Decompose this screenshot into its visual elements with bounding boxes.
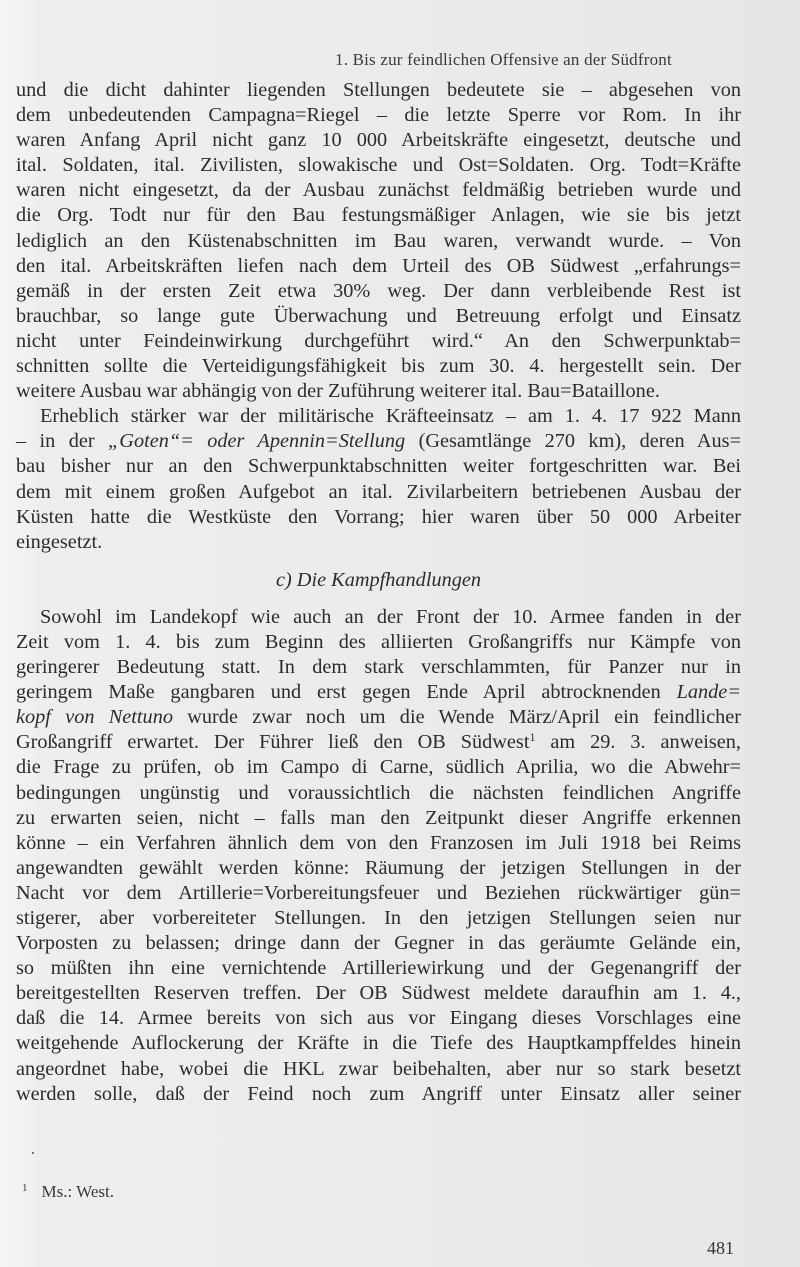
text-line: die Org. Todt nur für den Bau festungsmäßiger Anlagen, wie sie bis jetzt <box>16 204 741 227</box>
text-line-mixed <box>16 730 741 755</box>
text-line: Vorposten zu belassen; dringe dann der Gegner in das geräumte Gelände ein, <box>16 932 741 955</box>
emphasized-term: „Goten“= oder Apennin=Stellung <box>108 430 406 453</box>
paragraph-2 <box>16 404 741 555</box>
text-line: so müßten ihn eine vernichtende Artilleriewirkung und der Gegenangriff der <box>16 957 741 980</box>
text-line: dem mit einem großen Aufgebot an ital. Zivilarbeitern betriebenen Ausbau der <box>16 480 741 503</box>
text-line: angewandten gewählt werden könne: Räumung der jetzigen Stellungen in der <box>16 856 741 879</box>
running-head: 1. Bis zur feindlichen Offensive an der Südfront <box>335 50 672 69</box>
footnote-separator <box>32 1152 34 1154</box>
text-line: bau bisher nur an den Schwerpunktabschnitten weiter fortgeschritten war. Bei <box>16 455 741 478</box>
text-line: Nacht vor dem Artillerie=Vorbereitungsfeuer und Beziehen rückwärtiger gün= <box>16 881 741 904</box>
paragraph-1 <box>16 78 741 404</box>
text-line: bereitgestellten Reserven treffen. Der OB Südwest meldete daraufhin am 1. 4., <box>16 982 741 1005</box>
text-line: geringerer Bedeutung statt. In dem stark verschlammten, für Panzer nur in <box>16 656 741 679</box>
text-line-mixed <box>16 705 741 730</box>
text-line: gemäß in der ersten Zeit etwa 30% weg. Der dann verbleibende Rest ist <box>16 279 741 302</box>
emphasized-term: Lande= <box>676 681 741 704</box>
text-line: bedingungen ungünstig und voraussichtlich die nächsten feindlichen Angriffe <box>16 781 741 804</box>
footnote-text: Ms.: West. <box>41 1182 114 1201</box>
text-run: Großangriff erwartet. Der Führer ließ den OB Südwest <box>16 731 530 754</box>
text-line: Küsten hatte die Westküste den Vorrang; hier waren über 50 000 Arbeiter <box>16 505 741 528</box>
body-text <box>16 78 741 1107</box>
text-line: waren nicht eingesetzt, da der Ausbau zunächst feldmäßig betrieben wurde und <box>16 179 741 202</box>
page-number: 481 <box>707 1238 734 1258</box>
text-line: lediglich an den Küstenabschnitten im Bau waren, verwandt wurde. – Von <box>16 229 741 252</box>
text-line: Zeit vom 1. 4. bis zum Beginn des alliierten Großangriffs nur Kämpfe von <box>16 630 741 653</box>
text-run: (Gesamtlänge 270 km), deren Aus= <box>405 430 742 453</box>
text-line: und die dicht dahinter liegenden Stellungen bedeutete sie – abgesehen von <box>16 79 741 101</box>
text-run: geringem Maße gangbaren und erst gegen Ende April abtrocknenden <box>16 681 677 704</box>
footnote-mark: 1 <box>22 1182 28 1194</box>
footnote-reference[interactable]: 1 <box>529 730 536 745</box>
text-line: den ital. Arbeitskräften liefen nach dem Urteil des OB Südwest „erfahrungs= <box>16 254 741 277</box>
text-run: wurde zwar noch um die Wende März/April ein feindlicher <box>172 706 741 729</box>
footnote <box>22 1182 114 1202</box>
paragraph-3 <box>16 605 741 1107</box>
text-line: nicht unter Feindeinwirkung durchgeführt wird.“ An den Schwerpunktab= <box>16 329 741 352</box>
text-line: eingesetzt. <box>16 530 103 553</box>
emphasized-term: kopf von Nettuno <box>16 706 173 729</box>
text-line: könne – ein Verfahren ähnlich dem von den Franzosen im Juli 1918 bei Reims <box>16 831 741 854</box>
text-line: werden solle, daß der Feind noch zum Angriff unter Einsatz aller seiner <box>16 1082 741 1105</box>
text-line: Sowohl im Landekopf wie auch an der Front der 10. Armee fanden in der <box>40 605 741 628</box>
text-line: weitere Ausbau war abhängig von der Zuführung weiterer ital. Bau=Bataillone. <box>16 380 660 403</box>
text-run: am 29. 3. anweisen, <box>535 731 741 754</box>
text-line: Erheblich stärker war der militärische Kräfteeinsatz – am 1. 4. 17 922 Mann <box>40 405 741 428</box>
section-heading: c) Die Kampfhandlungen <box>275 568 482 591</box>
text-line: angeordnet habe, wobei die HKL zwar beibehalten, aber nur so stark besetzt <box>16 1057 741 1080</box>
text-line: dem unbedeutenden Campagna=Riegel – die letzte Sperre vor Rom. In ihr <box>16 104 741 127</box>
text-line: die Frage zu prüfen, ob im Campo di Carne, südlich Aprilia, wo die Abwehr= <box>16 756 741 779</box>
text-line: daß die 14. Armee bereits von sich aus vor Eingang dieses Vorschlages eine <box>16 1007 741 1030</box>
text-line: waren Anfang April nicht ganz 10 000 Arbeitskräfte eingesetzt, deutsche und <box>16 129 741 152</box>
text-line: zu erwarten seien, nicht – falls man den Zeitpunkt dieser Angriffe erkennen <box>16 806 741 829</box>
text-run: – in der <box>16 430 109 453</box>
text-line-mixed <box>16 680 741 705</box>
text-line: schnitten sollte die Verteidigungsfähigkeit bis zum 30. 4. hergestellt sein. Der <box>16 355 741 378</box>
text-line: ital. Soldaten, ital. Zivilisten, slowakische und Ost=Soldaten. Org. Todt=Kräfte <box>16 154 741 177</box>
text-line: stigerer, aber vorbereiteter Stellungen. In den jetzigen Stellungen seien nur <box>16 907 741 929</box>
text-line: weitgehende Auflockerung der Kräfte in die Tiefe des Hauptkampffeldes hinein <box>16 1032 741 1055</box>
text-line-mixed <box>16 429 741 454</box>
text-line: brauchbar, so lange gute Überwachung und Betreuung erfolgt und Einsatz <box>16 304 741 327</box>
